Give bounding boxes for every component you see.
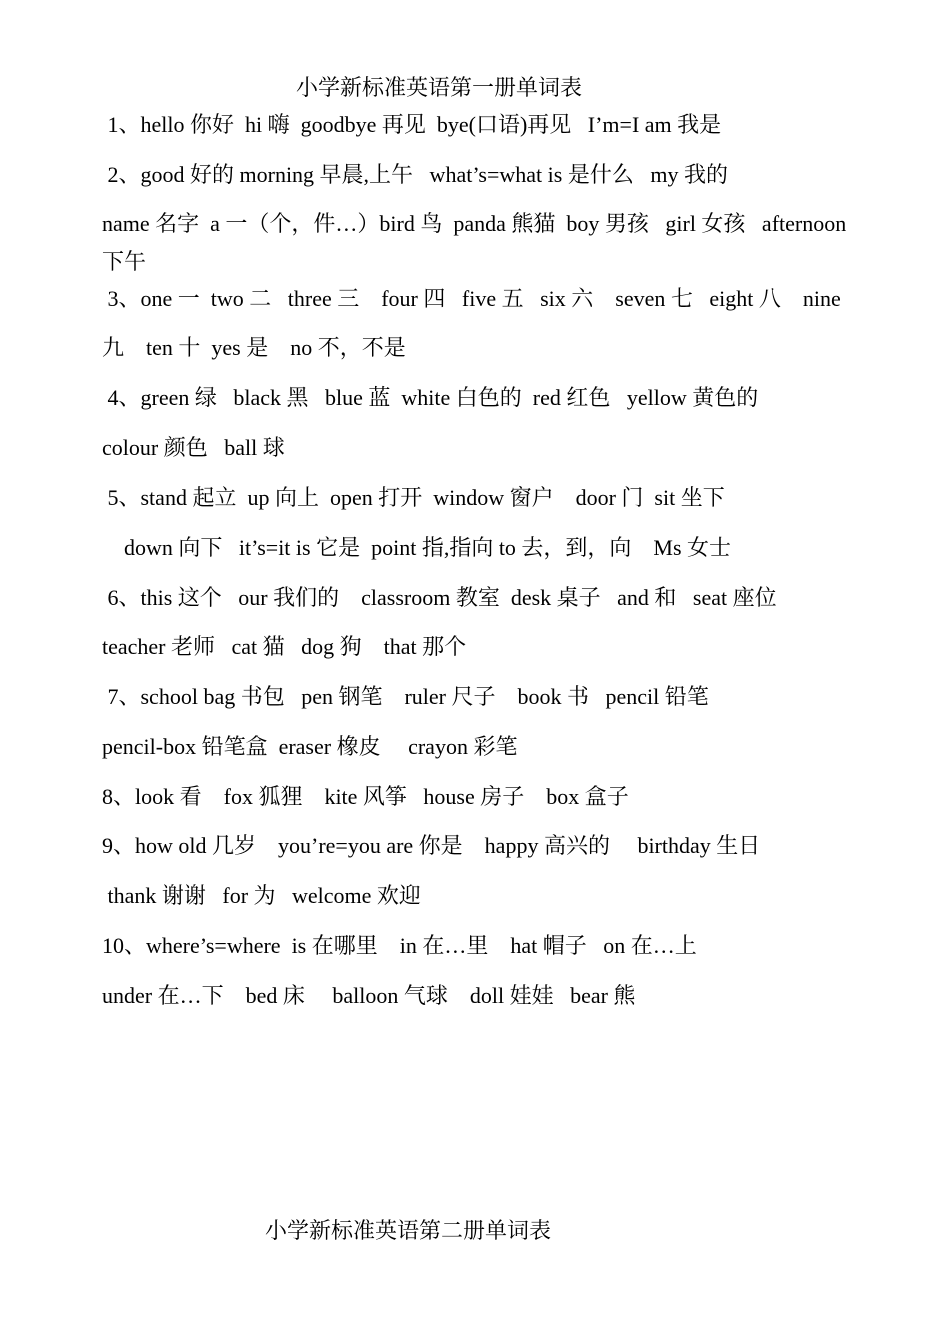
vocab-line-14: 8、look 看 fox 狐狸 kite 风筝 house 房子 box 盒子 xyxy=(102,784,629,809)
vocab-line-10: 6、this 这个 our 我们的 classroom 教室 desk 桌子 and 和 seat 座位 xyxy=(102,585,777,610)
vocab-line-1: 1、hello 你好 hi 嗨 goodbye 再见 bye(口语)再见 I’m=I am 我是 xyxy=(102,112,722,137)
vocab-line-7: colour 颜色 ball 球 xyxy=(102,435,285,460)
vocab-line-4: 3、one 一 two 二 three 三 four 四 five 五 six 六 seven 七 eight 八 nine xyxy=(102,286,841,311)
vocab-line-8: 5、stand 起立 up 向上 open 打开 window 窗户 door 门 sit 坐下 xyxy=(102,485,725,510)
vocab-line-5: 九 ten 十 yes 是 no 不，不是 xyxy=(102,335,406,360)
vocab-line-9: down 向下 it’s=it is 它是 point 指,指向 to 去，到，向 Ms 女士 xyxy=(102,535,732,560)
vocab-line-17: 10、where’s=where is 在哪里 in 在…里 hat 帽子 on 在…上 xyxy=(102,933,697,958)
vocab-line-18: under 在…下 bed 床 balloon 气球 doll 娃娃 bear 熊 xyxy=(102,983,636,1008)
book1-title: 小学新标准英语第一册单词表 xyxy=(296,75,583,100)
vocab-line-12: 7、school bag 书包 pen 钢笔 ruler 尺子 book 书 pencil 铅笔 xyxy=(102,684,709,709)
vocab-line-11: teacher 老师 cat 猫 dog 狗 that 那个 xyxy=(102,634,467,659)
vocab-line-3: name 名字 a 一（个，件…）bird 鸟 panda 熊猫 boy 男孩 girl 女孩 afternoon xyxy=(102,211,847,236)
vocab-line-15: 9、how old 几岁 you’re=you are 你是 happy 高兴的 birthday 生日 xyxy=(102,833,761,858)
vocab-line-16: thank 谢谢 for 为 welcome 欢迎 xyxy=(102,883,421,908)
book2-title: 小学新标准英语第二册单词表 xyxy=(265,1218,552,1243)
vocab-line-13: pencil-box 铅笔盒 eraser 橡皮 crayon 彩笔 xyxy=(102,734,518,759)
vocab-line-6: 4、green 绿 black 黑 blue 蓝 white 白色的 red 红色 yellow 黄色的 xyxy=(102,385,759,410)
vocab-line-3-wrap: 下午 xyxy=(102,249,147,274)
vocab-line-2: 2、good 好的 morning 早晨,上午 what’s=what is 是什么 my 我的 xyxy=(102,162,728,187)
